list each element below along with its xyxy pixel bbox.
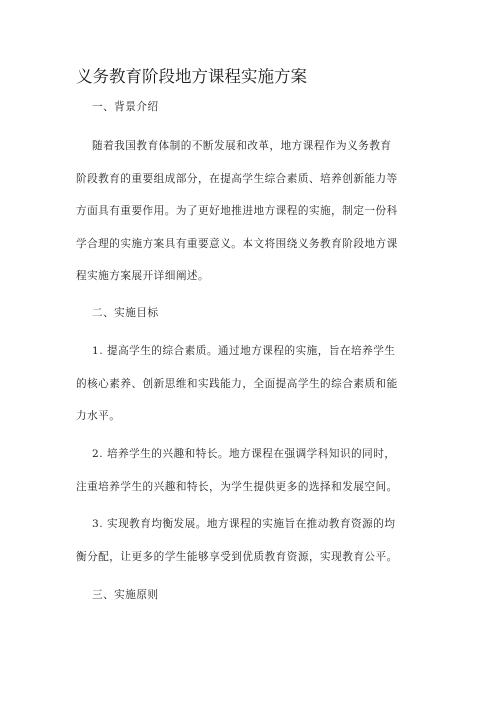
document-title: 义务教育阶段地方课程实施方案 bbox=[76, 67, 307, 86]
paragraph-line: 方面具有重要作用。为了更好地推进地方课程的实施，制定一份科 bbox=[76, 205, 398, 217]
section-heading-principles: 三、实施原则 bbox=[92, 589, 159, 601]
paragraph-line: 随着我国教育体制的不断发展和改革，地方课程作为义务教育 bbox=[92, 140, 392, 152]
paragraph-line: 程实施方案展开详细阐述。 bbox=[76, 270, 210, 282]
paragraph-line: 1. 提高学生的综合素质。通过地方课程的实施，旨在培养学生 bbox=[92, 345, 396, 357]
paragraph-line: 力水平。 bbox=[76, 410, 121, 422]
paragraph-line: 3. 实现教育均衡发展。地方课程的实施旨在推动教育资源的均 bbox=[92, 518, 396, 530]
paragraph-line: 2. 培养学生的兴趣和特长。地方课程在强调学科知识的同时， bbox=[92, 448, 396, 460]
paragraph-line: 学合理的实施方案具有重要意义。本文将围绕义务教育阶段地方课 bbox=[76, 238, 398, 250]
paragraph-line: 注重培养学生的兴趣和特长，为学生提供更多的选择和发展空间。 bbox=[76, 481, 398, 493]
paragraph-line: 衡分配，让更多的学生能够享受到优质教育资源，实现教育公平。 bbox=[76, 551, 398, 563]
paragraph-line: 阶段教育的重要组成部分，在提高学生综合素质、培养创新能力等 bbox=[76, 173, 398, 185]
section-heading-goals: 二、实施目标 bbox=[92, 307, 159, 319]
paragraph-line: 的核心素养、创新思维和实践能力，全面提高学生的综合素质和能 bbox=[76, 378, 398, 390]
section-heading-background: 一、背景介绍 bbox=[92, 101, 159, 113]
